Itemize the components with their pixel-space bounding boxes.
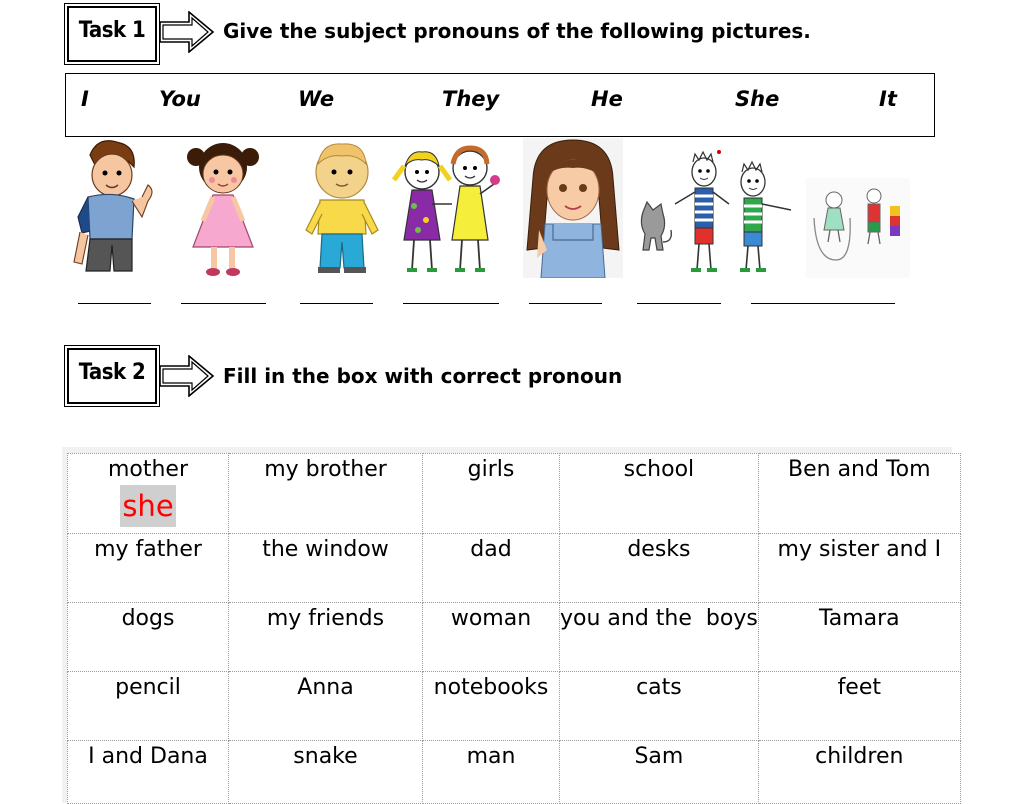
boy-pointing-picture <box>68 137 158 275</box>
table-row <box>68 603 961 672</box>
task1-instruction: Give the subject pronouns of the following pictures. <box>223 19 811 43</box>
table-row <box>68 672 961 741</box>
word-cell[interactable] <box>68 741 229 804</box>
answer-blank-7[interactable] <box>751 303 895 304</box>
answer-blank-2[interactable] <box>181 303 266 304</box>
word-cell[interactable] <box>423 603 560 672</box>
word-text: woman <box>450 606 532 631</box>
pronoun-we: We <box>298 87 335 111</box>
table-row <box>68 741 961 804</box>
girl-pink-dress-picture <box>183 139 263 279</box>
task1-label-box <box>64 3 160 65</box>
word-cell[interactable] <box>68 534 229 603</box>
word-text: notebooks <box>433 675 549 700</box>
task2-arrow-icon <box>159 355 215 397</box>
word-text: Anna <box>297 675 354 700</box>
word-cell[interactable] <box>229 454 423 534</box>
word-cell[interactable] <box>560 534 759 603</box>
task2-instruction: Fill in the box with correct pronoun <box>223 364 623 388</box>
word-text: my friends <box>266 606 385 631</box>
pronoun-he: He <box>591 87 623 111</box>
two-girls-picture <box>390 144 500 279</box>
word-text: cats <box>636 675 682 700</box>
word-cell[interactable] <box>229 534 423 603</box>
word-cell[interactable] <box>229 603 423 672</box>
word-text: the window <box>262 537 389 562</box>
word-text: mother <box>107 457 189 482</box>
word-text: I and Dana <box>88 744 208 769</box>
word-cell[interactable] <box>560 603 759 672</box>
word-cell[interactable] <box>758 603 960 672</box>
girl-long-hair-picture <box>523 138 623 278</box>
pronoun-box <box>65 73 935 137</box>
word-cell[interactable] <box>68 603 229 672</box>
word-cell[interactable] <box>758 534 960 603</box>
word-cell[interactable] <box>229 741 423 804</box>
pronoun-i: I <box>81 87 89 111</box>
word-cell[interactable] <box>68 672 229 741</box>
word-text: children <box>815 744 904 769</box>
answer-blank-6[interactable] <box>637 303 721 304</box>
pronoun-you: You <box>159 87 201 111</box>
word-cell[interactable] <box>423 534 560 603</box>
word-text: Sam <box>634 744 684 769</box>
word-cell[interactable] <box>68 454 229 534</box>
pronoun-it: It <box>879 87 897 111</box>
word-text: my father <box>94 537 202 562</box>
task1-label: Task 1 <box>78 18 146 43</box>
boys-with-cat-picture <box>633 146 799 280</box>
word-cell[interactable] <box>423 454 560 534</box>
word-text: Tamara <box>818 606 900 631</box>
word-text: school <box>623 457 695 482</box>
word-text: girls <box>467 457 515 482</box>
word-cell[interactable] <box>423 672 560 741</box>
example-answer: she <box>120 485 175 527</box>
word-cell[interactable] <box>229 672 423 741</box>
word-text: you and the boys <box>560 606 758 631</box>
children-skipping-picture <box>806 178 910 278</box>
word-grid <box>67 453 961 804</box>
pronoun-she: She <box>735 87 780 111</box>
word-cell[interactable] <box>758 672 960 741</box>
word-cell[interactable] <box>423 741 560 804</box>
word-text: dad <box>470 537 512 562</box>
word-cell[interactable] <box>758 741 960 804</box>
word-cell[interactable] <box>560 454 759 534</box>
word-text: pencil <box>115 675 181 700</box>
word-text: Ben and Tom <box>788 457 931 482</box>
task2-label: Task 2 <box>78 360 146 385</box>
word-text: my brother <box>264 457 387 482</box>
word-cell[interactable] <box>560 741 759 804</box>
table-row <box>68 534 961 603</box>
answer-blank-5[interactable] <box>529 303 602 304</box>
answer-blank-4[interactable] <box>403 303 499 304</box>
word-cell[interactable] <box>560 672 759 741</box>
word-text: snake <box>293 744 358 769</box>
task2-label-box <box>64 345 160 407</box>
answer-blank-1[interactable] <box>78 303 151 304</box>
task1-arrow-icon <box>159 11 215 53</box>
word-text: man <box>466 744 516 769</box>
word-text: feet <box>837 675 882 700</box>
word-text: dogs <box>121 606 175 631</box>
answer-blank-3[interactable] <box>300 303 373 304</box>
boy-yellow-shirt-picture <box>300 138 384 276</box>
word-text: my sister and I <box>777 537 942 562</box>
word-text: desks <box>627 537 691 562</box>
pronoun-they: They <box>442 87 500 111</box>
table-row <box>68 454 961 534</box>
word-cell[interactable] <box>758 454 960 534</box>
